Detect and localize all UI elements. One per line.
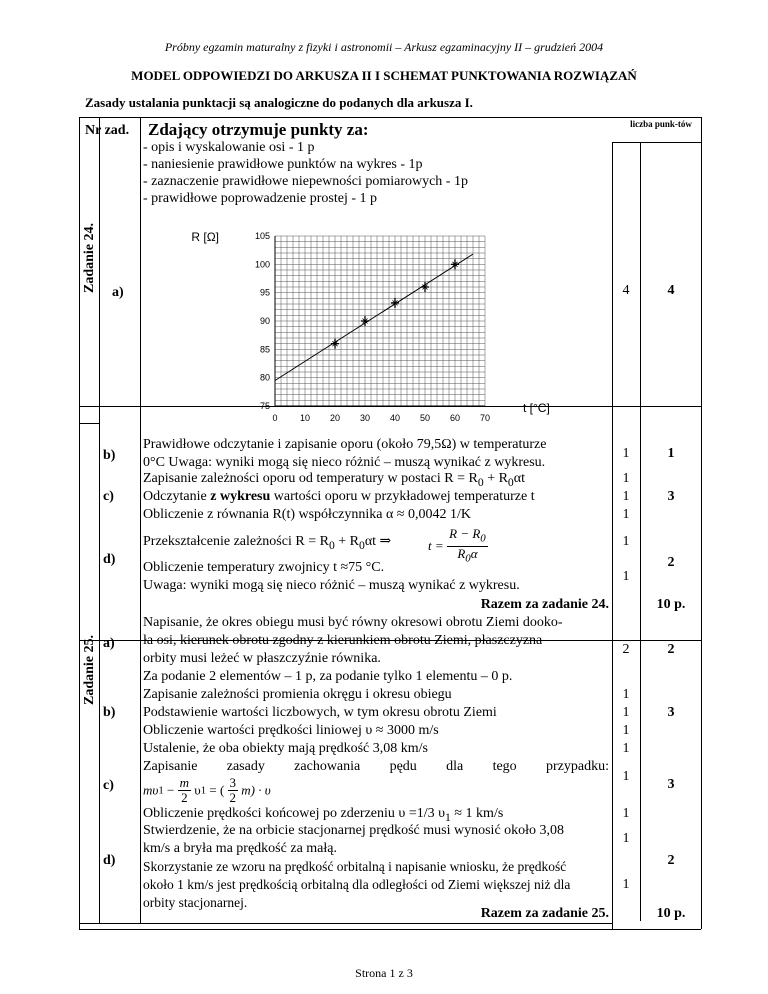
x-tick-label: 70	[479, 413, 491, 423]
text: αt ⇒	[364, 534, 392, 549]
criterion-line: 0°C Uwaga: wyniki mogą się nieco różnić – muszą wynikać z wykresu.	[143, 455, 546, 470]
criterion-line: Obliczenie wartości prędkości liniowej υ ≈ 3000 m/s	[143, 723, 439, 738]
criterion-line	[143, 471, 525, 491]
criterion-line: Ustalenie, że oba obiekty mają prędkość 3,08 km/s	[143, 741, 428, 756]
header-points: liczba punk-tów	[630, 119, 692, 129]
subscript: 0	[480, 532, 486, 545]
document-title: MODEL ODPOWIEDZI DO ARKUSZA II I SCHEMAT PUNKTOWANIA ROZWIĄZAŃ	[131, 68, 637, 83]
total-value: 1	[667, 446, 675, 461]
y-tick-label: 90	[259, 316, 270, 326]
total-value: 2	[667, 853, 675, 868]
fraction	[447, 527, 488, 565]
criterion-line: Skorzystanie ze wzoru na prędkość orbitalną i napisanie wniosku, że prędkość	[143, 859, 567, 874]
points-value: 1	[622, 489, 630, 504]
points-value: 1	[622, 569, 630, 584]
criterion-line: orbity musi leżeć w płaszczyźnie równika.	[143, 651, 381, 666]
x-tick-label: 40	[389, 413, 401, 423]
subscript: 1	[200, 784, 207, 797]
subtask-letter: c)	[103, 778, 114, 793]
subscript: 0	[477, 475, 484, 489]
resistance-chart	[185, 222, 580, 432]
x-tick-label: 50	[419, 413, 431, 423]
fraction	[228, 776, 239, 805]
subscript: 0	[359, 538, 365, 552]
subtask-letter: c)	[103, 489, 114, 504]
formula-t	[428, 527, 488, 565]
criterion-line: km/s a bryła ma prędkość za małą.	[143, 841, 337, 856]
momentum-equation	[143, 776, 271, 805]
fraction	[178, 776, 191, 805]
x-tick-label: 10	[299, 413, 311, 423]
x-tick-label: 0	[272, 413, 278, 423]
criterion-line: około 1 km/s jest prędkością orbitalną dla odległości od Ziemi większej niż dla	[143, 877, 571, 892]
subtask-letter: a)	[112, 285, 124, 300]
text: + R	[483, 471, 508, 486]
y-axis-label: R [Ω]	[191, 230, 219, 244]
points-value: 1	[622, 446, 630, 461]
formula-lhs: t =	[428, 538, 444, 554]
y-tick-label: 80	[259, 372, 270, 383]
x-tick-label: 30	[359, 413, 371, 423]
text: Zapisanie zależności oporu od temperatury w postaci R = R	[143, 471, 478, 486]
criterion-line: Zapisanie zależności promienia okręgu i okresu obiegu	[143, 687, 452, 702]
subscript: 0	[507, 475, 514, 489]
text: α	[470, 545, 478, 561]
text: wartości oporu w przykładowej temperaturze t	[270, 489, 535, 504]
criterion-line: Prawidłowe odczytanie i zapisanie oporu (około 79,5Ω) w temperaturze	[143, 437, 547, 452]
subtask-letter: b)	[103, 448, 116, 463]
criterion-line: - prawidłowe poprowadzenie prostej - 1 p	[143, 191, 378, 206]
word: dla	[446, 759, 464, 774]
chart-grid	[275, 236, 485, 406]
criterion-line: Napisanie, że okres obiegu musi być równy okresowi obrotu Ziemi dooko-	[143, 615, 563, 630]
header-nr: Nr zad.	[85, 123, 130, 138]
criterion-line-justified	[143, 759, 609, 775]
document-subtitle: Zasady ustalania punktacji są analogiczne do podanych dla arkusza I.	[85, 95, 473, 110]
subtask-letter: d)	[103, 552, 116, 567]
total-value: 2	[667, 555, 675, 570]
subscript: 0	[465, 552, 471, 565]
criterion-line: Podstawienie wartości liczbowych, w tym okresu obrotu Ziemi	[143, 705, 497, 720]
points-value: 1	[622, 806, 630, 821]
sum-label-25: Razem za zadanie 25.	[480, 906, 609, 921]
points-value: 1	[622, 723, 630, 738]
task-24-label: Zadanie 24.	[82, 223, 97, 294]
eq-term: υ	[194, 782, 201, 798]
total-value: 3	[667, 489, 675, 504]
y-tick-label: 105	[254, 231, 270, 241]
criterion-line: orbity stacjonarnej.	[143, 895, 248, 910]
running-header: Próbny egzamin maturalny z fizyki i astronomii – Arkusz egzaminacyjny II – grudzień 2004	[164, 40, 604, 54]
points-value: 1	[622, 687, 630, 702]
text: Obliczenie prędkości końcowej po zderzeniu υ =1/3 υ	[143, 806, 446, 821]
points-value: 1	[622, 705, 630, 720]
task-25-label: Zadanie 25.	[82, 635, 97, 706]
eq-op: = (	[206, 782, 225, 798]
y-tick-label: 75	[259, 401, 270, 411]
criterion-line: - opis i wyskalowanie osi - 1 p	[143, 140, 315, 155]
text: + R	[334, 534, 359, 549]
criterion-line	[143, 534, 391, 554]
word: przypadku:	[546, 759, 609, 774]
points-value: 1	[622, 741, 630, 756]
chart-marks	[275, 254, 473, 380]
criterion-line: Za podanie 2 elementów – 1 p, za podanie tylko 1 elementu – 0 p.	[143, 669, 513, 684]
numerator: 3	[229, 775, 237, 790]
criterion-line	[143, 489, 535, 505]
text: ≈ 1 km/s	[450, 806, 504, 821]
y-tick-label: 95	[259, 287, 270, 298]
word: tego	[492, 759, 517, 774]
text: αt	[513, 471, 525, 486]
sum-points-25: 10 p.	[656, 906, 686, 921]
points-value: 2	[622, 642, 630, 657]
denominator: 2	[181, 790, 188, 805]
text: Przekształcenie zależności R = R	[143, 534, 329, 549]
data-point	[391, 298, 399, 308]
total-value: 3	[667, 705, 675, 720]
subscript: 1	[158, 784, 164, 797]
text: R	[457, 545, 466, 561]
y-tick-label: 100	[254, 259, 270, 270]
word: zachowania	[294, 759, 361, 774]
numerator: m	[179, 775, 190, 790]
y-tick-label: 85	[259, 344, 270, 355]
points-value: 1	[622, 534, 630, 549]
subtask-letter: a)	[103, 636, 115, 651]
points-value: 1	[622, 831, 630, 846]
eq-op: −	[163, 782, 178, 798]
criterion-line: Obliczenie temperatury zwojnicy t ≈75 °C.	[143, 560, 385, 575]
criterion-line: Obliczenie z równania R(t) współczynnika α ≈ 0,0042 1/K	[143, 507, 471, 522]
criterion-line: ła osi, kierunek obrotu zgodny z kierunkiem obrotu Ziemi, płaszczyzna	[143, 633, 543, 648]
eq-term: mυ	[143, 782, 159, 798]
x-tick-label: 20	[329, 413, 341, 423]
denominator: 2	[229, 790, 237, 805]
subtask-letter: d)	[103, 853, 116, 868]
total-value: 2	[667, 642, 675, 657]
sum-label-24: Razem za zadanie 24.	[480, 597, 609, 612]
denominator	[447, 547, 488, 566]
word: pędu	[389, 759, 417, 774]
x-axis-label: t [°C]	[523, 401, 550, 415]
fit-line	[275, 254, 473, 380]
points-value: 1	[622, 471, 630, 486]
subtask-letter: b)	[103, 705, 116, 720]
points-value: 1	[622, 507, 630, 522]
criterion-line: Stwierdzenie, że na orbicie stacjonarnej prędkość musi wynosić około 3,08	[143, 823, 565, 838]
criterion-line: - naniesienie prawidłowe punktów na wykres - 1p	[143, 157, 423, 172]
subscript: 0	[328, 538, 335, 552]
page-footer: Strona 1 z 3	[355, 966, 413, 980]
total-value: 4	[667, 283, 675, 298]
text: Odczytanie	[143, 489, 211, 504]
header-title: Zdający otrzymuje punkty za:	[148, 120, 369, 139]
word: zasady	[226, 759, 265, 774]
criterion-line: Uwaga: wyniki mogą się nieco różnić – muszą wynikać z wykresu.	[143, 578, 520, 593]
emphasis: z wykresu	[210, 489, 271, 504]
points-value: 4	[622, 283, 630, 298]
numerator	[447, 527, 488, 547]
subscript: 1	[445, 810, 451, 824]
points-value: 1	[622, 877, 630, 892]
total-value: 3	[667, 777, 675, 792]
sum-points-24: 10 p.	[656, 597, 686, 612]
criterion-line: - zaznaczenie prawidłowe niepewności pomiarowych - 1p	[143, 174, 468, 189]
points-value: 1	[622, 769, 630, 784]
text: R − R	[449, 526, 481, 541]
x-tick-label: 60	[449, 413, 461, 423]
word: Zapisanie	[143, 759, 198, 774]
eq-term: m) · υ	[241, 782, 271, 798]
